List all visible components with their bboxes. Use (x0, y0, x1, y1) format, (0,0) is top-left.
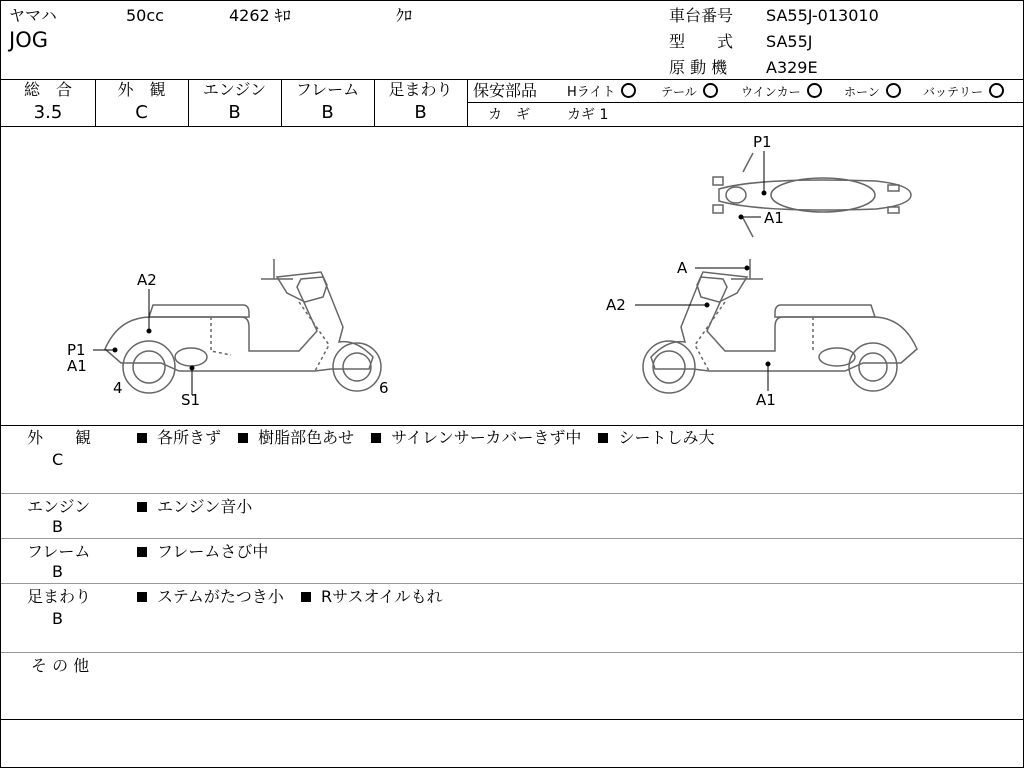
left-label-a1: A1 (67, 357, 87, 375)
divider (1, 583, 1023, 584)
safety-headlight: Hライト (567, 83, 636, 102)
bullet-icon (301, 592, 311, 602)
divider (1, 719, 1023, 720)
bullet-icon (137, 502, 147, 512)
ok-mark-icon (703, 83, 718, 98)
safety-tail: テール (661, 83, 718, 101)
note-item: Rサスオイルもれ (320, 587, 443, 606)
divider (467, 102, 1023, 103)
note-grade-frame: B (52, 562, 63, 581)
bullet-icon (598, 433, 608, 443)
ok-mark-icon (989, 83, 1004, 98)
note-item: 樹脂部色あせ (258, 428, 355, 447)
note-title-frame: フレーム (27, 542, 91, 561)
bullet-icon (238, 433, 248, 443)
bullet-icon (371, 433, 381, 443)
suspension-grade: B (414, 102, 427, 123)
bullet-icon (137, 592, 147, 602)
top-label-a1: A1 (764, 209, 784, 227)
note-grade-engine: B (52, 517, 63, 536)
key-label: カ ギ (488, 107, 530, 123)
top-label-p1: P1 (753, 133, 772, 151)
overall-label: 総 合 (23, 80, 72, 99)
key-value: カギ 1 (567, 107, 609, 123)
left-label-4: 4 (113, 379, 123, 397)
exterior-label: 外 観 (117, 80, 166, 99)
left-label-a2: A2 (137, 271, 157, 289)
type-value: SA55J (766, 32, 813, 51)
note-title-exterior: 外 観 (27, 428, 92, 447)
safety-horn: ホーン (844, 83, 901, 101)
safety-winker: ウインカー (741, 83, 822, 101)
note-item: フレームさび中 (157, 542, 269, 561)
exterior-grade: C (135, 102, 148, 123)
note-items-suspension (137, 588, 455, 606)
divider (1, 425, 1023, 426)
left-label-s1: S1 (181, 391, 201, 409)
right-label-a: A (677, 259, 688, 277)
note-item: エンジン音小 (157, 497, 253, 516)
scooter-right-view-icon (643, 259, 917, 393)
frame-grade: B (321, 102, 334, 123)
right-label-a2: A2 (606, 296, 626, 314)
bullet-icon (137, 547, 147, 557)
ok-mark-icon (621, 83, 636, 98)
engine-grade: B (228, 102, 241, 123)
engine-grade-label: エンジン (202, 80, 267, 99)
displacement: 50cc (126, 6, 164, 25)
color: ｸﾛ (396, 6, 413, 25)
note-items-frame (137, 543, 280, 561)
right-label-a1: A1 (756, 391, 776, 409)
note-items-engine (137, 498, 264, 516)
note-title-other: そ の 他 (31, 656, 90, 675)
ok-mark-icon (886, 83, 901, 98)
type-label: 型 式 (669, 32, 734, 51)
suspension-grade-label: 足まわり (388, 80, 453, 99)
frame-no-label: 車台番号 (669, 6, 734, 25)
left-label-p1: P1 (67, 341, 86, 359)
frame-grade-label: フレーム (295, 80, 360, 99)
left-label-6: 6 (379, 379, 389, 397)
bullet-icon (137, 433, 147, 443)
overall-grade: 3.5 (33, 102, 63, 123)
note-grade-exterior: C (52, 450, 64, 469)
note-item: シートしみ大 (618, 428, 715, 447)
safety-battery: バッテリー (923, 83, 1004, 101)
note-title-suspension: 足まわり (27, 587, 92, 606)
engine-label: 原 動 機 (669, 58, 728, 77)
mileage: 4262 ｷﾛ (229, 6, 291, 25)
divider (467, 79, 468, 126)
divider (1, 538, 1023, 539)
note-items-exterior (137, 429, 727, 447)
engine-value: A329E (766, 58, 818, 77)
note-grade-suspension: B (52, 609, 63, 628)
scooter-top-view-icon (713, 153, 911, 237)
note-title-engine: エンジン (27, 497, 91, 516)
divider (1, 493, 1023, 494)
note-item: サイレンサーカバーきず中 (391, 428, 582, 447)
note-item: ステムがたつき小 (157, 587, 284, 606)
safety-label: 保安部品 (473, 81, 538, 100)
maker: ヤマハ (9, 6, 57, 25)
model-name: JOG (9, 28, 48, 52)
damage-diagram (1, 127, 1023, 425)
divider (1, 652, 1023, 653)
note-item: 各所きず (157, 428, 222, 447)
frame-no: SA55J-013010 (766, 6, 879, 25)
ok-mark-icon (807, 83, 822, 98)
